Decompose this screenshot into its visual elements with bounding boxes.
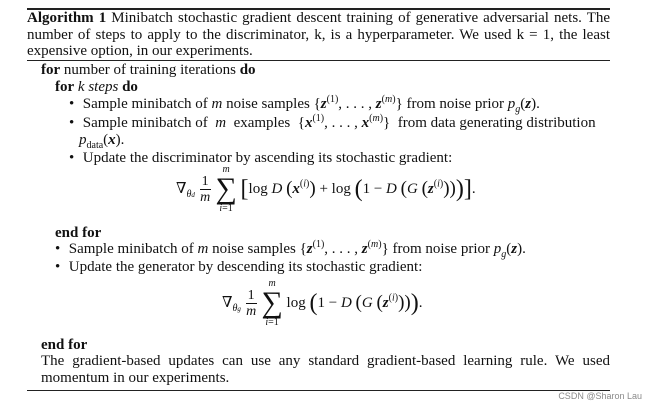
for-inner-text: k steps (77, 79, 119, 95)
math-inline: {$x^{(1)}$, . . . , $x^{(m)}$} (297, 113, 391, 131)
bottom-rule (27, 390, 610, 391)
math-inline: m (211, 96, 223, 112)
fraction: $\frac{1}{m}$ (200, 173, 211, 205)
summation: m ∑ i=1 (215, 164, 237, 214)
do-keyword: do (239, 62, 256, 78)
math-inline: m (197, 241, 209, 257)
bullet-text: noise samples (226, 96, 310, 112)
algorithm-caption-text: Minibatch stochastic gradient descent training of generative adversarial nets. The number of steps to apply to the discriminator, k, is a hyperparameter. We used k = 1, the least expensive option, in our experiments. (27, 10, 611, 59)
end-for-outer (41, 337, 87, 354)
bullet-continuation (79, 132, 124, 149)
end-for-keyword: end for (41, 337, 88, 353)
for-inner-line (55, 79, 138, 96)
bullet-text: Sample minibatch of (68, 241, 194, 257)
summation: m ∑ i=1 (261, 278, 283, 328)
bullet-marker: • (69, 96, 75, 112)
math-inline: {$z^{(1)}$, . . . , $z^{(m)}$} (313, 94, 403, 112)
math-inline: $p_g(z)$. (493, 241, 526, 260)
caption-rule (27, 60, 610, 61)
bullet-marker: • (55, 241, 61, 257)
bullet-update-generator (55, 259, 422, 276)
for-outer-line (41, 62, 256, 79)
bullet-text: Sample minibatch of (82, 96, 208, 112)
bullet-marker: • (55, 259, 61, 275)
math-inline: $p_{data}(x)$. (79, 132, 125, 151)
bullet-text: from noise prior (406, 96, 504, 112)
bullet-marker: • (69, 150, 75, 166)
bullet-text: Update the generator by descending its stochastic gradient: (68, 259, 423, 275)
do-keyword: do (122, 79, 138, 95)
algorithm-caption (27, 10, 610, 60)
end-for-inner (55, 225, 101, 242)
bullet-sample-examples (69, 115, 596, 132)
bullet-sample-noise-discriminator (69, 96, 540, 113)
math-inline: {$z^{(1)}$, . . . , $z^{(m)}$} (299, 239, 389, 257)
generator-gradient-equation: $\nabla_{\theta g}$ $\frac{1}{m}$ m ∑ i=1 log (1 − D (G $(z^{(i)})$)). (222, 278, 423, 328)
bullet-marker: • (69, 115, 75, 131)
algorithm-footer-note (41, 353, 610, 386)
bullet-text: from data generating distribution (397, 115, 596, 131)
math-inline: $p_g(z)$. (507, 96, 540, 115)
for-keyword: for (41, 62, 61, 78)
footer-text: The gradient-based updates can use any standard gradient-based learning rule. We used momentum in our experiments. (41, 353, 610, 386)
bullet-text: from noise prior (392, 241, 490, 257)
watermark: CSDN @Sharon Lau (558, 391, 642, 401)
algorithm-title: Algorithm 1 (27, 10, 107, 26)
bullet-text: noise samples (212, 241, 296, 257)
for-keyword: for (55, 79, 75, 95)
bullet-sample-noise-generator (55, 241, 526, 258)
bullet-text: Update the discriminator by ascending its stochastic gradient: (82, 150, 453, 166)
discriminator-gradient-equation: $\nabla_{\theta d}$ $\frac{1}{m}$ m ∑ i=1 [log D $(x^{(i)}) + \log (1 - D$ (G $(z^{(i)})$))]. (176, 164, 476, 214)
math-inline: m (215, 115, 227, 131)
for-outer-text: number of training iterations (63, 62, 236, 78)
bullet-text: examples (233, 115, 291, 131)
fraction: $\frac{1}{m}$ (246, 287, 257, 319)
bullet-text: Sample minibatch of (82, 115, 208, 131)
end-for-keyword: end for (55, 225, 102, 241)
